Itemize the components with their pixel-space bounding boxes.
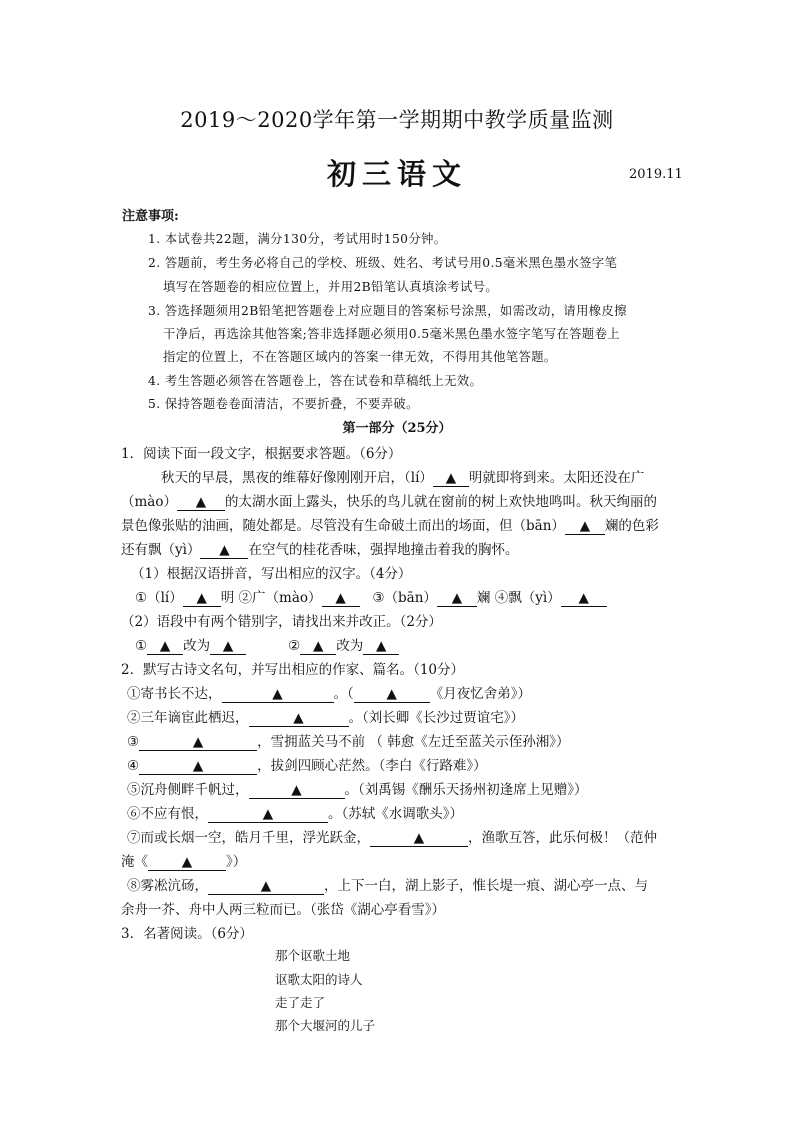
note-line: 填写在答题卷的相应位置上，并用2B铅笔认真填涂考试号。 [163, 280, 499, 294]
q2-line: 余舟一芥、舟中人两三粒而已。（张岱《湖心亭看雪》） [121, 902, 445, 918]
q2-line: ⑦而或长烟一空，皓月千里，浮光跃金， ▲ ，渔歌互答，此乐何极！（范仲 [127, 830, 657, 846]
note-line: 2. 答题前，考生务必将自己的学校、班级、姓名、考试号用0.5毫米黑色墨水签字笔 [148, 256, 618, 270]
blank-field[interactable]: ▲ [322, 591, 360, 607]
blank-field[interactable]: ▲ [433, 471, 469, 487]
q2-line: ④ ▲ ，拔剑四顾心茫然。（李白《行路难》） [127, 758, 487, 774]
blank-field[interactable]: ▲ [147, 639, 183, 655]
blank-field[interactable]: ▲ [183, 591, 221, 607]
note-line: 5. 保持答题卷卷面清洁，不要折叠，不要弄破。 [148, 397, 419, 411]
blank-field[interactable]: ▲ [437, 591, 477, 607]
subject-title: 初三语文 [326, 157, 467, 191]
q2-stem: 2．默写古诗文名句，并写出相应的作家、篇名。（10分） [121, 662, 465, 678]
q1-sub2: （2）语段中有两个错别字，请找出来并改正。（2分） [121, 614, 442, 630]
blank-field[interactable]: ▲ [363, 639, 399, 655]
q3-stem: 3．名著阅读。（6分） [121, 926, 253, 942]
q1-para-line: 还有飘（yì） ▲ 在空气的桂花香味，强捍地撞击着我的胸怀。 [121, 542, 519, 558]
exam-date: 2019.11 [629, 167, 683, 182]
blank-field[interactable]: ▲ [139, 759, 257, 775]
q1-sub1: （1）根据汉语拼音，写出相应的汉字。（4分） [131, 566, 412, 582]
note-line: 4. 考生答题必须答在答题卷上，答在试卷和草稿纸上无效。 [148, 374, 483, 388]
q1-stem: 1．阅读下面一段文字，根据要求答题。（6分） [121, 446, 402, 462]
q1-para-line: 秋天的早晨，黑夜的维幕好像刚刚开启，（lí） ▲ 明就即将到来。太阳还没在广 [161, 470, 645, 486]
blank-field[interactable]: ▲ [249, 711, 349, 727]
note-line: 干净后，再选涂其他答案;答非选择题必须用0.5毫米黑色墨水签字笔写在答题卷上 [163, 327, 620, 341]
blank-field[interactable]: ▲ [249, 783, 345, 799]
blank-field[interactable]: ▲ [354, 687, 430, 703]
note-line: 3. 答选择题须用2B铅笔把答题卷上对应题目的答案标号涂黑，如需改动，请用橡皮擦 [148, 304, 627, 318]
blank-field[interactable]: ▲ [561, 591, 607, 607]
poem-line: 那个大堰河的儿子 [275, 1018, 376, 1033]
blank-field[interactable]: ▲ [222, 687, 334, 703]
q2-line: ②三年谪宦此栖迟， ▲ 。（刘长卿《长沙过贾谊宅》） [127, 710, 524, 726]
q2-line: ①寄书长不达， ▲ 。（ ▲ 《月夜忆舍弟》） [127, 686, 531, 702]
q1-para-line: 景色像张贴的油画，随处都是。尽管没有生命破土而出的场面，但（bān） ▲ 斓的色彩 [121, 518, 659, 534]
q2-line: ⑧雾凇沆砀， ▲ ，上下一白，湖上影子，惟长堤一痕、湖心亭一点、与 [127, 878, 648, 894]
q1-sub1-answers: ①（lí） ▲ 明 ②广（mào） ▲ ③（bān） ▲ 斓 ④飘（yì） ▲ [135, 586, 607, 607]
blank-field[interactable]: ▲ [300, 639, 336, 655]
blank-field[interactable]: ▲ [139, 735, 257, 751]
q1-sub2-answers: ① ▲ 改为 ▲ ② ▲ 改为 ▲ [135, 634, 399, 655]
blank-field[interactable]: ▲ [177, 495, 225, 511]
blank-field[interactable]: ▲ [210, 639, 246, 655]
q2-line: 淹《 ▲ 》） [121, 854, 247, 870]
section-title: 第一部分（25分） [342, 421, 452, 436]
blank-field[interactable]: ▲ [148, 855, 226, 871]
q1-para-line: （mào） ▲ 的太湖水面上露头，快乐的鸟儿就在窗前的树上欢快地鸣叫。秋天绚丽的 [121, 494, 657, 510]
note-line: 指定的位置上，不在答题区域内的答案一律无效，不得用其他笔答题。 [163, 350, 557, 364]
blank-field[interactable]: ▲ [208, 879, 324, 895]
notes-heading: 注意事项: [122, 209, 179, 224]
q2-line: ③ ▲ ，雪拥蓝关马不前 （ 韩愈《左迁至蓝关示侄孙湘》） [127, 734, 570, 750]
blank-field[interactable]: ▲ [565, 519, 605, 535]
q2-line: ⑤沉舟侧畔千帆过， ▲ 。（刘禹锡《酬乐天扬州初逢席上见赠》） [127, 782, 588, 798]
blank-field[interactable]: ▲ [208, 807, 328, 823]
q2-line: ⑥不应有恨， ▲ 。（苏轼《水调歌头》） [127, 806, 463, 822]
blank-field[interactable]: ▲ [200, 543, 248, 559]
poem-line: 走了走了 [275, 995, 326, 1010]
blank-field[interactable]: ▲ [370, 831, 468, 847]
page-title: 2019～2020学年第一学期期中教学质量监测 [180, 108, 614, 132]
note-line: 1. 本试卷共22题，满分130分，考试用时150分钟。 [148, 232, 447, 246]
poem-line: 讴歌太阳的诗人 [275, 972, 363, 987]
poem-line: 那个讴歌土地 [275, 948, 351, 963]
